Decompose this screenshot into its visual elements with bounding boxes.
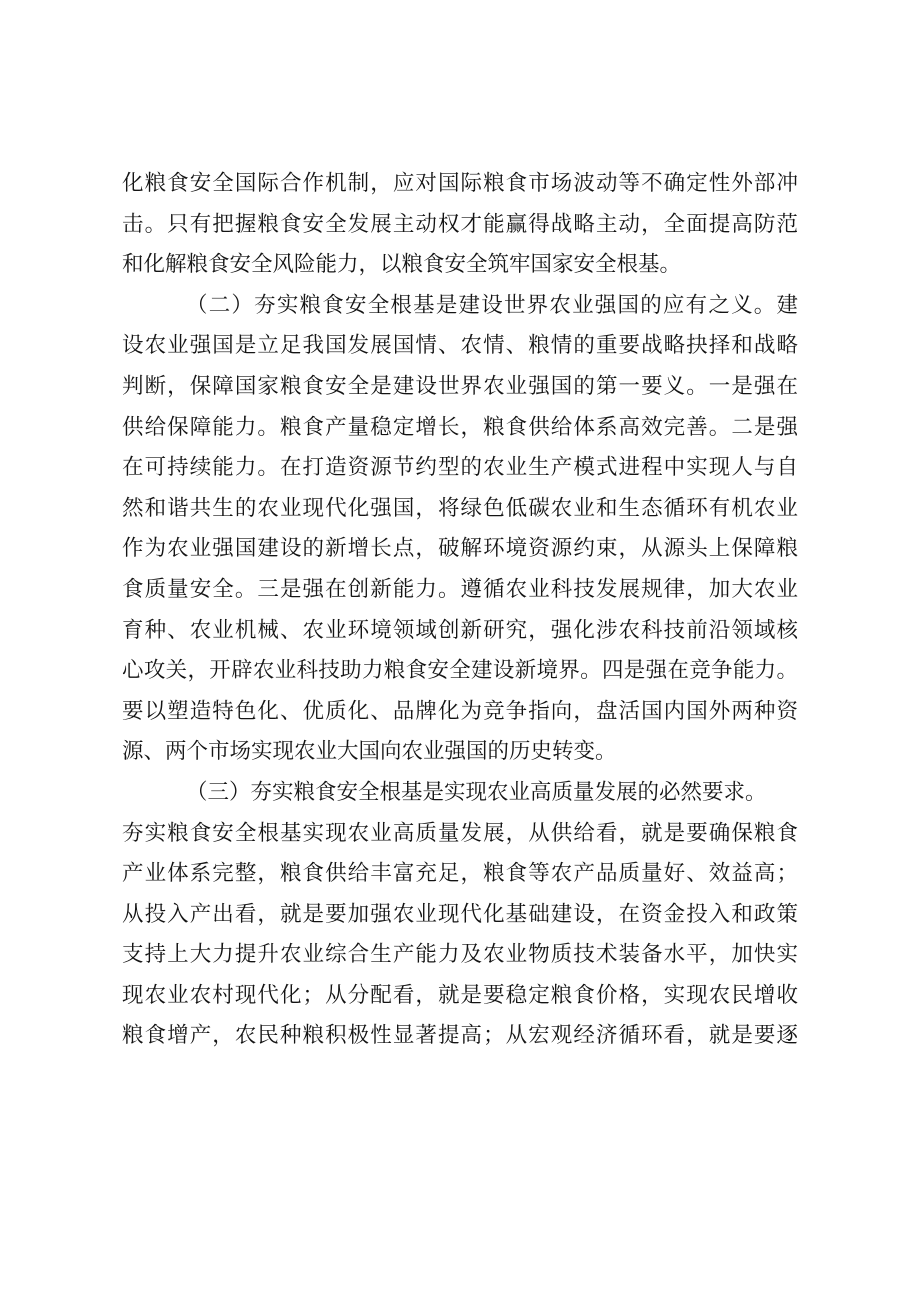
section-heading-line: （三）夯实粮食安全根基是实现农业高质量发展的必然要求。 [186, 779, 767, 805]
text-line: 判断，保障国家粮食安全是建设世界农业强国的第一要义。一是强在 [122, 373, 798, 399]
text-line: 育种、农业机械、农业环境领域创新研究，强化涉农科技前沿领域核 [122, 617, 798, 643]
text-line: 化粮食安全国际合作机制，应对国际粮食市场波动等不确定性外部冲 [122, 171, 798, 196]
text-line: 支持上大力提升农业综合生产能力及农业物质技术装备水平，加快实 [122, 942, 798, 968]
text-line: 现农业农村现代化；从分配看，就是要稳定粮食价格，实现农民增收 [122, 982, 798, 1008]
body-text [122, 164, 798, 1057]
text-line: 食质量安全。三是强在创新能力。遵循农业科技发展规律，加大农业 [122, 576, 798, 602]
text-line: 产业体系完整，粮食供给丰富充足，粮食等农产品质量好、效益高； [122, 861, 798, 887]
text-line: 在可持续能力。在打造资源节约型的农业生产模式进程中实现人与自 [122, 455, 798, 481]
text-line: 击。只有把握粮食安全发展主动权才能赢得战略主动，全面提高防范 [122, 211, 798, 237]
text-line: 设农业强国是立足我国发展国情、农情、粮情的重要战略抉择和战略 [122, 333, 798, 359]
text-line: 和化解粮食安全风险能力，以粮食安全筑牢国家安全根基。 [122, 252, 682, 278]
text-line: 要以塑造特色化、优质化、品牌化为竞争指向，盘活国内国外两种资 [122, 698, 798, 724]
text-line: 心攻关，开辟农业科技助力粮食安全建设新境界。四是强在竞争能力。 [122, 658, 798, 684]
text-line: 然和谐共生的农业现代化强国，将绿色低碳农业和生态循环有机农业 [122, 495, 798, 521]
text-line: 夯实粮食安全根基实现农业高质量发展，从供给看，就是要确保粮食 [122, 820, 798, 846]
text-line: 作为农业强国建设的新增长点，破解环境资源约束，从源头上保障粮 [122, 536, 798, 562]
text-line: 供给保障能力。粮食产量稳定增长，粮食供给体系高效完善。二是强 [122, 414, 798, 440]
text-line: 粮食增产，农民种粮积极性显著提高；从宏观经济循环看，就是要逐 [122, 1023, 798, 1049]
text-line: 从投入产出看，就是要加强农业现代化基础建设，在资金投入和政策 [122, 901, 798, 927]
section-heading-line: （二）夯实粮食安全根基是建设世界农业强国的应有之义。建 [186, 292, 798, 318]
text-line: 源、两个市场实现农业大国向农业强国的历史转变。 [122, 739, 617, 765]
